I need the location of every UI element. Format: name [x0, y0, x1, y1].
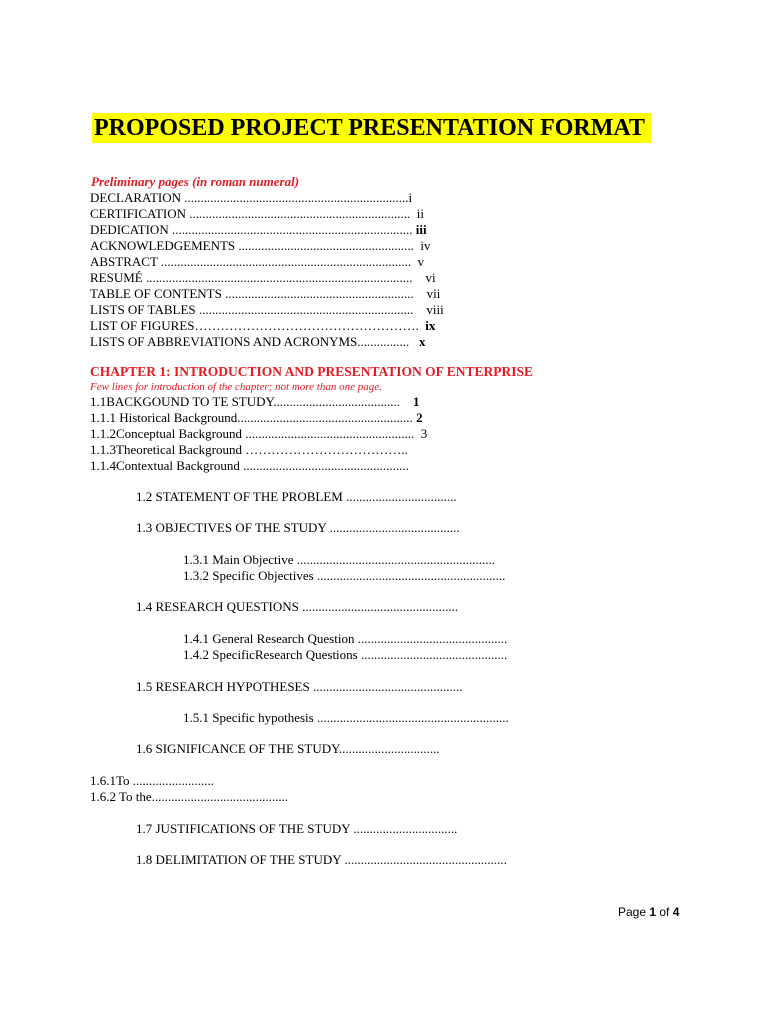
toc-entry-1-2: 1.2 STATEMENT OF THE PROBLEM .................................. [136, 489, 457, 504]
document-title: PROPOSED PROJECT PRESENTATION FORMAT [92, 113, 651, 143]
toc-entry-1-4-1: 1.4.1 General Research Question .............................................. [183, 631, 508, 646]
chapter-1-heading: CHAPTER 1: INTRODUCTION AND PRESENTATION OF ENTERPRISE [90, 364, 534, 379]
toc-entry-abstract: ABSTRACT ............................................................................. v [90, 254, 425, 269]
toc-entry-1-1-1: 1.1.1 Historical Background...................................................... 2 [90, 410, 423, 425]
toc-entry-declaration: DECLARATION .....................................................................i [90, 190, 413, 205]
toc-entry-lists-of-tables: LISTS OF TABLES .................................................................. viii [90, 302, 444, 317]
toc-entry-1-1-2: 1.1.2Conceptual Background .................................................... 3 [90, 426, 428, 441]
toc-entry-1-4: 1.4 RESEARCH QUESTIONS ................................................ [136, 599, 459, 614]
toc-entry-1-3-2: 1.3.2 Specific Objectives .......................................................... [183, 568, 506, 583]
toc-entry-abbreviations: LISTS OF ABBREVIATIONS AND ACRONYMS................ x [90, 334, 426, 349]
toc-entry-1-8: 1.8 DELIMITATION OF THE STUDY .................................................. [136, 852, 507, 867]
toc-entry-1-3-1: 1.3.1 Main Objective ............................................................. [183, 552, 495, 567]
toc-entry-1-5-1: 1.5.1 Specific hypothesis ........................................................... [183, 710, 509, 725]
toc-entry-dedication: DEDICATION .......................................................................... iii [90, 222, 427, 237]
toc-entry-1-3: 1.3 OBJECTIVES OF THE STUDY ........................................ [136, 520, 460, 535]
page-number: Page 1 of 4 [618, 905, 680, 919]
toc-entry-1-7: 1.7 JUSTIFICATIONS OF THE STUDY ................................ [136, 821, 458, 836]
toc-entry-resume: RESUMÉ .................................................................................. vi [90, 270, 436, 285]
toc-entry-list-of-figures: LIST OF FIGURES……………………………………………. ix [90, 318, 436, 333]
toc-entry-1-6: 1.6 SIGNIFICANCE OF THE STUDY............................... [136, 741, 440, 756]
toc-entry-acknowledgements: ACKNOWLEDGEMENTS ...................................................... iv [90, 238, 431, 253]
toc-entry-1-1-3: 1.1.3Theoretical Background ……………………………….. [90, 442, 408, 457]
toc-entry-1-6-1: 1.6.1To ......................... [90, 773, 215, 788]
toc-entry-table-of-contents: TABLE OF CONTENTS .......................................................... vii [90, 286, 441, 301]
preliminary-heading: Preliminary pages (in roman numeral) [91, 174, 300, 189]
toc-entry-certification: CERTIFICATION .................................................................... ii [90, 206, 424, 221]
toc-entry-1-1: 1.1BACKGOUND TO TE STUDY....................................... 1 [90, 394, 420, 409]
chapter-1-note: Few lines for introduction of the chapter; not more than one page. [90, 381, 382, 393]
toc-entry-1-5: 1.5 RESEARCH HYPOTHESES .............................................. [136, 679, 463, 694]
toc-entry-1-1-4: 1.1.4Contextual Background ................................................... [90, 458, 409, 473]
toc-entry-1-6-2: 1.6.2 To the.......................................... [90, 789, 289, 804]
toc-entry-1-4-2: 1.4.2 SpecificResearch Questions ............................................. [183, 647, 508, 662]
